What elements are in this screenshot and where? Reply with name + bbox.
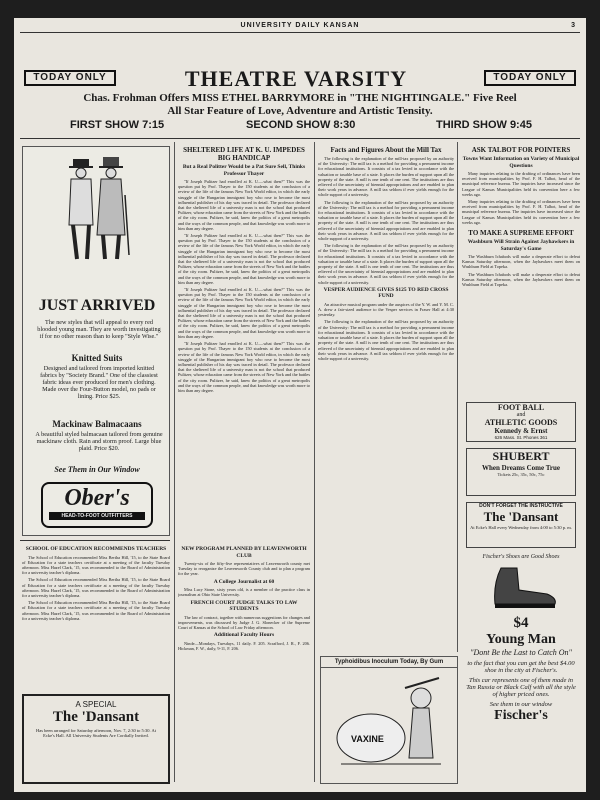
- column-rule-2: [314, 142, 315, 782]
- today-only-right: TODAY ONLY: [484, 70, 576, 86]
- shubert-tickets: Tickets 25c, 35c, 50c, 75c: [497, 472, 545, 477]
- shubert-title: SHUBERT: [492, 449, 550, 463]
- shoe-text3: See them in our window: [489, 701, 553, 708]
- faculty-hours-body: Ninde—Mondays, Tuesdays, 11 daily. F. 205. Scrafford, J. R., F. 206. Hickman, F. W., daily, 9-11, F. 206.: [178, 640, 310, 651]
- fischer-ad: [466, 554, 576, 784]
- store-name: Ober's: [64, 485, 130, 511]
- dansant-right-ad: [466, 502, 576, 548]
- article-headline: SCHOOL OF EDUCATION RECOMMENDS TEACHERS: [25, 546, 167, 552]
- article-body-2: The School of Education recommended Miss Bertha Hill, '15, to the State Board of Education for a state teachers certificate at a meeting of the faculty Tuesday afternoon. Miss Hazel Clark, '15, was recommended to the Board of Administration for a university teacher's diploma.: [22, 577, 170, 598]
- shoe-text2: This car represents one of them made in Tan Russia or Black Calf with all the style of higher priced ones.: [466, 677, 576, 698]
- article-body: "If Joseph Pulitzer had enrolled at K. U.—what then?" This was the question put by Prof. Thayer to the 150 students at the conclusion of a review of the life of the famous New York World editor, in which the early struggle of the Hungarian immigrant boy who rose to become the most influential publisher of his day was traced in detail. The professor declared that the sheltered life of a university man is not the school that produced Pulitzer, whose education came from the streets of New York and the battles of the city room. Pulitzer, he said, knew the politics of a great metropolis and the ways of the common people, and that knowledge was worth more to him than any degree.: [178, 179, 310, 231]
- forget-details: At Ecke's Hall every Wednesday from 4:00 to 5:30 p. m.: [470, 525, 572, 530]
- two-men-illustration: [63, 155, 131, 265]
- article-body-3: The following is the explanation of the mill-tax proposed by an authority of the University: The mill tax is a method for providing a permanent income for educational institutions. It consists of a tax levied in accordance with the valuation or taxable base of a state. It places the burden of support upon all the property of the state. A mill is one tenth of one cent. The institutions are thus relieved of the uncertainty of biennial appropriations and are enabled to plan their work years in advance. A mill tax seldom if ever yields enough for the whole support of a university.: [318, 243, 454, 285]
- shoe-headline: Young Man: [486, 632, 556, 647]
- column-rule-4: [174, 542, 175, 782]
- theatre-title: THEATRE VARSITY: [184, 66, 408, 91]
- ad-intro: The new styles that will appeal to every red blooded young man. They are worth investigating if for no other reason than to keep "Style Wise.": [37, 319, 161, 340]
- faculty-hours-headline: Additional Faculty Hours: [213, 632, 275, 639]
- vaxine-label: VAXINE: [351, 734, 384, 744]
- shoe-text1: to the fact that you can get the best $4.00 shoe in the city at Fischer's.: [467, 660, 575, 674]
- article-body-2: The following is the explanation of the mill-tax proposed by an authority of the University: The mill tax is a method for providing a permanent income for educational institutions. It consists of a tax levied in accordance with the valuation or taxable base of a state. It places the burden of support upon all the property of the state. A mill is one tenth of one cent. The institutions are thus relieved of the uncertainty of biennial appropriations and are enabled to plan their work years in advance. A mill tax seldom if ever yields enough for the whole support of a university.: [318, 199, 454, 242]
- article-headline: NEW PROGRAM PLANNED BY LEAVENWORTH CLUB: [181, 546, 307, 559]
- football-ad: [466, 402, 576, 442]
- mackinaw-head: Mackinaw Balmacaans: [52, 419, 142, 429]
- article-subhead: Towns Want Information on Variety of Municipal Questions: [462, 156, 580, 169]
- bottom-left-rule: [20, 540, 170, 541]
- football-line5: 626 Mass. St. Phones 361: [494, 435, 548, 440]
- today-only-left: TODAY ONLY: [24, 70, 116, 86]
- football-line2: and: [516, 412, 526, 418]
- article-body-3: The School of Education recommended Miss Bertha Hill, '15, to the State Board of Education for a state teachers certificate at a meeting of the faculty Tuesday afternoon. Miss Hazel Clark, '15, was recommended to the Board of Administration for a university teacher's diploma.: [22, 600, 170, 621]
- washburn-subhead: Washburn Will Strain Against Jayhawkers in Saturday's Game: [467, 239, 575, 252]
- dansant-ad: [22, 694, 170, 784]
- just-arrived-headline: JUST ARRIVED: [38, 297, 156, 314]
- newspaper-page: [14, 18, 586, 792]
- knitted-suits-text: Designed and tailored from imported knitted fabrics by "Society Brand." One of the classiest fabric ideas ever produced for men's clothing. Made over the Four-Button model, no pads or lining. Price $25.: [40, 365, 158, 400]
- page-number: 3: [571, 22, 576, 29]
- shubert-ad: [466, 448, 576, 496]
- journalist-body: Miss Lucy Stone, sixty years old, is a member of the practice class in journalism at Ohio State University.: [178, 587, 310, 598]
- article-body: Twenty-six of the fifty-five representatives of Leavenworth county met Tuesday to reorganize the Leavenworth County club and to plan a program for the year.: [178, 561, 310, 577]
- shoe-illustration: [481, 564, 561, 610]
- article-school-education: [22, 544, 170, 690]
- masthead: [14, 22, 586, 29]
- knitted-suits-head: Knitted Suits: [71, 353, 123, 363]
- journalist-headline: A College Journalist at 60: [213, 578, 275, 585]
- store-tagline: HEAD-TO-FOOT OUTFITTERS: [49, 512, 145, 520]
- washburn-body-2: The Washburn Ichabods will make a desperate effort to defeat Kansas Saturday afternoon, when the Jayhawkers meet them on Washburn Field at Topeka.: [462, 271, 580, 288]
- washburn-headline: TO MAKE A SUPREME EFFORT: [468, 229, 574, 238]
- typhoid-cartoon: [320, 656, 458, 784]
- cartoon-caption: Typhoidibus Inoculum Today, By Gum: [321, 657, 457, 668]
- first-show: FIRST SHOW 7:15: [70, 119, 165, 131]
- vesper-body: An attractive musical program under the auspices of the Y. W. and Y. M. C. A. drew a fair-sized audience to the Vesper services in Fraser Hall at 4:30 yesterday.: [318, 301, 454, 318]
- vesper-body-2: The following is the explanation of the mill-tax proposed by an authority of the University: The mill tax is a method for providing a permanent income for educational institutions. It consists of a tax levied in accordance with the valuation or taxable base of a state. It places the burden of support upon all the property of the state. A mill is one tenth of one cent. The institutions are thus relieved of the uncertainty of biennial appropriations and are enabled to plan their work years in advance. A mill tax seldom if ever yields enough for the whole support of a university.: [318, 319, 454, 361]
- shoe-store: Fischer's: [494, 708, 548, 723]
- football-line3: ATHLETIC GOODS: [484, 418, 558, 427]
- article-sheltered-life: [178, 146, 310, 538]
- article-headline: Facts and Figures About the Mill Tax: [330, 146, 442, 154]
- washburn-body: The Washburn Ichabods will make a desperate effort to defeat Kansas Saturday afternoon, when the Jayhawkers meet them on Washburn Field at Topeka.: [462, 254, 580, 270]
- shubert-show: When Dreams Come True: [482, 464, 560, 472]
- article-leavenworth: [178, 544, 310, 784]
- column-rule-3: [457, 142, 458, 652]
- feature-subline: All Star Feature of Love, Adventure and Artistic Tensity.: [167, 105, 433, 117]
- shoes-tag: Fischer's Shoes are Good Shoes: [482, 554, 560, 560]
- football-line1: FOOT BALL: [497, 403, 545, 412]
- shoe-slogan: "Dont Be the Last to Catch On": [470, 648, 572, 657]
- dansant-title: The 'Dansant: [52, 709, 140, 725]
- judge-headline: FRENCH COURT JUDGE TALKS TO LAW STUDENTS: [190, 599, 298, 613]
- mackinaw-text: A beautiful styled balmacaan tailored from genuine mackinaw cloth. Rain and storm proof. Large blue plaid. Price $20.: [35, 431, 163, 452]
- third-show: THIRD SHOW 9:45: [436, 119, 532, 131]
- judge-body: The law of contract, together with numerous suggestions for changes and improvements, was discussed by Judge J. G. Slonecker of the Supreme Court of Kansas at the School of Law Friday afternoon.: [178, 614, 310, 630]
- top-rule: [20, 32, 580, 33]
- football-line4: Kennedy & Ernst: [494, 427, 548, 435]
- article-body-3: "If Joseph Pulitzer had enrolled at K. U.—what then?" This was the question put by Prof. Thayer to the 150 students at the conclusion of a review of the life of the famous New York World editor, in which the early struggle of the Hungarian immigrant boy who rose to become the most influential publisher of his day was traced in detail. The professor declared that the sheltered life of a university man is not the school that produced Pulitzer, whose education came from the streets of New York and the battles of the city room. Pulitzer, he said, knew the politics of a great metropolis and the ways of the common people, and that knowledge was worth more to him than any degree.: [178, 287, 310, 339]
- article-talbot: [462, 146, 580, 396]
- second-show: SECOND SHOW 8:30: [246, 119, 356, 131]
- theatre-ad: [20, 66, 580, 134]
- article-headline: SHELTERED LIFE AT K. U. IMPEDES BIG HANDICAP: [183, 146, 305, 162]
- article-subhead: But a Real Politter Would be a Pat Sure Sell, Thinks Professor Thayer: [182, 164, 306, 177]
- article-body: The School of Education recommended Miss Bertha Hill, '15, to the State Board of Education for a state teachers certificate at a meeting of the faculty Tuesday afternoon. Miss Hazel Clark, '15, was recommended to the Board of Administration for a university teacher's diploma.: [22, 554, 170, 576]
- article-body: The following is the explanation of the mill-tax proposed by an authority of the University: The mill tax is a method for providing a permanent income for educational institutions. It consists of a tax levied in accordance with the valuation or taxable base of a state. It places the burden of support upon all the property of the state. A mill is one tenth of one cent. The institutions are thus relieved of the uncertainty of biennial appropriations and are enabled to plan their work years in advance. A mill tax seldom if ever yields enough for the whole support of a university.: [318, 156, 454, 198]
- obers-logo: [41, 482, 153, 528]
- dansant-body: Has been arranged for Saturday afternoon, Nov. 7, 2:30 to 5:30. At Ecke's Hall. All University Students Are Cordially Invited.: [35, 728, 157, 739]
- window-note: See Them in Our Window: [54, 465, 140, 474]
- shoe-price: $4: [513, 615, 529, 631]
- forget-line1: DON'T FORGET THE INSTRUCTIVE: [479, 503, 563, 509]
- masthead-title: UNIVERSITY DAILY KANSAN: [240, 22, 360, 29]
- article-body-2: "If Joseph Pulitzer had enrolled at K. U.—what then?" This was the question put by Prof. Thayer to the 150 students at the conclusion of a review of the life of the famous New York World editor, in which the early struggle of the Hungarian immigrant boy who rose to become the most influential publisher of his day was traced in detail. The professor declared that the sheltered life of a university man is not the school that produced Pulitzer, whose education came from the streets of New York and the battles of the city room. Pulitzer, he said, knew the politics of a great metropolis and the ways of the common people, and that knowledge was worth more to him than any degree.: [178, 233, 310, 285]
- vesper-headline: VESPER AUDIENCE GIVES $125 TO RED CROSS FUND: [323, 286, 449, 300]
- article-body: Many inquiries relating to the drafting of ordinances have been received from municipalities by Prof. F. H. Talbot, head of the municipal reference bureau. The inquiries have increased since the League of Kansas Municipalities held its convention here a few weeks ago.: [462, 171, 580, 197]
- article-body-4: "If Joseph Pulitzer had enrolled at K. U.—what then?" This was the question put by Prof. Thayer to the 150 students at the conclusion of a review of the life of the famous New York World editor, in which the early struggle of the Hungarian immigrant boy who rose to become the most influential publisher of his day was traced in detail. The professor declared that the sheltered life of a university man is not the school that produced Pulitzer, whose education came from the streets of New York and the battles of the city room. Pulitzer, he said, knew the politics of a great metropolis and the ways of the common people, and that knowledge was worth more to him than any degree.: [178, 341, 310, 393]
- clothing-ad: [22, 146, 170, 536]
- feature-line: Chas. Frohman Offers MISS ETHEL BARRYMORE in "THE NIGHTINGALE." Five Reel: [83, 92, 517, 104]
- cartoon-illustration: [321, 668, 457, 784]
- column-rule-1: [174, 142, 175, 542]
- article-mill-tax: [318, 146, 454, 652]
- dansant-special: A SPECIAL: [75, 700, 117, 709]
- article-body-2: Many inquiries relating to the drafting of ordinances have been received from municipalities by Prof. F. H. Talbot, head of the municipal reference bureau. The inquiries have increased since the League of Kansas Municipalities held its convention here a few weeks ago.: [462, 199, 580, 225]
- ad-bottom-rule: [20, 138, 580, 139]
- forget-title: The 'Dansant: [483, 509, 559, 524]
- article-headline: ASK TALBOT FOR POINTERS: [471, 146, 571, 154]
